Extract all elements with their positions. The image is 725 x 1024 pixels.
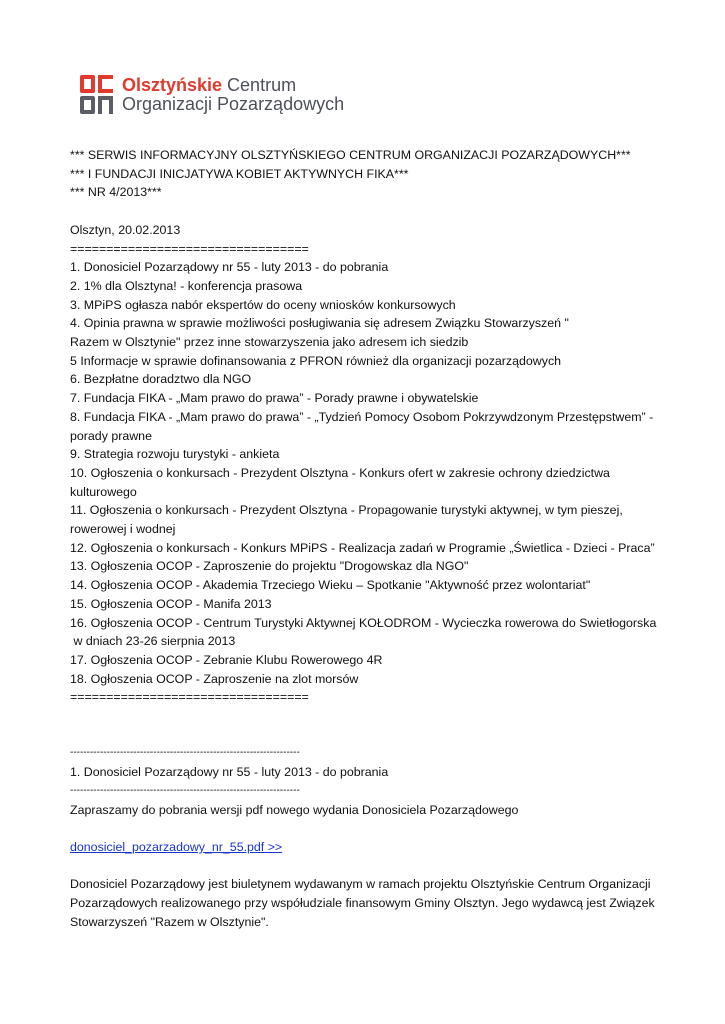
toc-item: 16. Ogłoszenia OCOP - Centrum Turystyki Aktywnej KOŁODROM - Wycieczka rowerowa do Swietłogorska	[70, 615, 657, 630]
ocop-logo-mark-icon	[80, 75, 114, 115]
section1-intro: Zapraszamy do pobrania wersji pdf nowego wydania Donosiciela Pozarządowego	[70, 802, 519, 817]
toc-item: 4. Opinia prawna w sprawie możliwości posługiwania się adresem Związku Stowarzyszeń "	[70, 316, 569, 331]
section1-body: Donosiciel Pozarządowy jest biuletynem wydawanym w ramach projektu Olsztyńskie Centrum Organizacji Pozarządowych realizowanego przy współudziale finansowym Gminy Olsztyn. Jego wydawcą jest Związek Stowarzyszeń "Razem w Olsztynie".	[70, 877, 655, 929]
toc-item: 3. MPiPS ogłasza nabór ekspertów do oceny wniosków konkursowych	[70, 297, 456, 312]
header-line-1: *** SERWIS INFORMACYJNY OLSZTYŃSKIEGO CENTRUM ORGANIZACJI POZARZĄDOWYCH***	[70, 148, 631, 162]
separator-top: =================================	[70, 241, 309, 256]
toc-item: 6. Bezpłatne doradztwo dla NGO	[70, 372, 252, 387]
section1-title: 1. Donosiciel Pozarządowy nr 55 - luty 2013 - do pobrania	[70, 765, 389, 780]
header-line-2: *** I FUNDACJI INICJATYWA KOBIET AKTYWNYCH FIKA***	[70, 166, 409, 181]
toc-item: 12. Ogłoszenia o konkursach - Konkurs MPiPS - Realizacja zadań w Programie „Świetlica - Dzieci - Praca”	[70, 540, 655, 555]
toc-item: kulturowego	[70, 484, 137, 499]
toc-item: 10. Ogłoszenia o konkursach - Prezydent Olsztyna - Konkurs ofert w zakresie ochrony dziedzictwa	[70, 465, 610, 480]
toc-item: 7. Fundacja FIKA - „Mam prawo do prawa” - Porady prawne i obywatelskie	[70, 391, 479, 406]
toc-item: 15. Ogłoszenia OCOP - Manifa 2013	[70, 596, 272, 611]
ocop-logo	[80, 73, 344, 117]
logo-line2: Organizacji Pozarządowych	[122, 94, 345, 114]
toc-item: 11. Ogłoszenia o konkursach - Prezydent Olsztyna - Propagowanie turystyki aktywnej, w tym pieszej,	[70, 503, 623, 518]
toc-item: 9. Strategia rozwoju turystyki - ankieta	[70, 447, 280, 462]
toc-item: 13. Ogłoszenia OCOP - Zaproszenie do projektu "Drogowskaz dla NGO"	[70, 559, 469, 574]
pdf-download-link[interactable]: donosiciel_pozarzadowy_nr_55.pdf >>	[70, 839, 283, 854]
header-line-3: *** NR 4/2013***	[70, 185, 162, 200]
toc-item: 17. Ogłoszenia OCOP - Zebranie Klubu Rowerowego 4R	[70, 652, 383, 667]
logo-wordmark	[122, 76, 344, 114]
toc-item: 1. Donosiciel Pozarządowy nr 55 - luty 2013 - do pobrania	[70, 260, 389, 275]
newsletter-body	[70, 146, 660, 931]
toc-item: w dniach 23-26 sierpnia 2013	[70, 634, 236, 649]
toc-item: 18. Ogłoszenia OCOP - Zaproszenie na zlot morsów	[70, 671, 359, 686]
toc-item: 14. Ogłoszenia OCOP - Akademia Trzeciego Wieku – Spotkanie "Aktywność przez wolontariat"	[70, 578, 591, 593]
table-of-contents	[70, 258, 660, 688]
toc-item: 8. Fundacja FIKA - „Mam prawo do prawa” - „Tydzień Pomocy Osobom Pokrzywdzonym Przestępstwem” -	[70, 409, 654, 424]
dateline: Olsztyn, 20.02.2013	[70, 222, 181, 237]
separator-bottom: =================================	[70, 690, 309, 705]
toc-item: Razem w Olsztynie" przez inne stowarzyszenia jako adresem ich siedzib	[70, 335, 469, 350]
dash-separator-2: ---------------------------------------------------------------------	[70, 784, 300, 796]
toc-item: rowerowej i wodnej	[70, 522, 176, 537]
logo-line1-bold: Olsztyńskie	[122, 75, 223, 95]
dash-separator-1: ---------------------------------------------------------------------	[70, 747, 300, 759]
toc-item: 2. 1% dla Olsztyna! - konferencja prasowa	[70, 278, 303, 293]
logo-line1-rest: Centrum	[222, 75, 297, 95]
toc-item: porady prawne	[70, 428, 152, 443]
toc-item: 5 Informacje w sprawie dofinansowania z PFRON również dla organizacji pozarządowych	[70, 353, 562, 368]
